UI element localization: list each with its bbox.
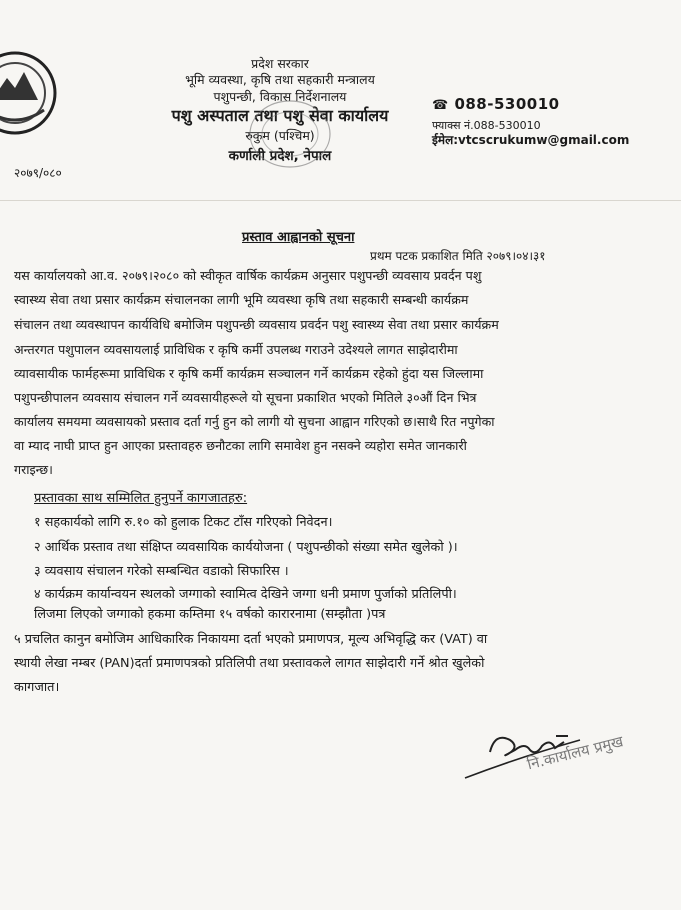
list-item: ४ कार्यक्रम कार्यान्वयन स्थलको जग्गाको स्वामित्व देखिने जग्गा धनी प्रमाण पुर्जाको प्रतिलिपी। (34, 587, 457, 602)
office-chief-stamp: नि.कार्यालय प्रमुख (525, 732, 626, 774)
office-seal-icon (245, 96, 335, 171)
fax-number: फ्याक्स नं.088-530010 (432, 119, 541, 132)
list-item: स्थायी लेखा नम्बर (PAN)दर्ता प्रमाणपत्रको प्रतिलिपी तथा प्रस्तावकले लागत साझेदारी गर्ने श्रोत खुलेको (14, 656, 485, 671)
header-divider (0, 200, 681, 201)
header-ministry: भूमि व्यवस्था, कृषि तथा सहकारी मन्त्रालय (185, 72, 375, 87)
list-item: लिजमा लिएको जग्गाको हकमा कम्तिमा १५ वर्षको कारारनामा (सम्झौता )पत्र (34, 607, 386, 622)
header-office-name: पशु अस्पताल तथा पशु सेवा कार्यालय (171, 106, 389, 125)
list-item: कागजात। (14, 680, 60, 695)
list-item: ५ प्रचलित कानुन बमोजिम आधिकारिक निकायमा दर्ता भएको प्रमाणपत्र, मूल्य अभिवृद्धि कर (VAT) वा (14, 632, 488, 647)
documents-heading: प्रस्तावका साथ सम्मिलित हुनुपर्ने कागजातहरु: (34, 491, 248, 506)
reference-number: २०७९/०८० (14, 166, 62, 180)
body-line: कार्यालय समयमा व्यवसायको प्रस्ताव दर्ता गर्नु हुन को लागी यो सुचना आह्वान गरिएको छ।साथै रित नपुगेका (14, 414, 495, 429)
body-line: स्वास्थ्य सेवा तथा प्रसार कार्यक्रम संचालनका लागी भूमि व्यवस्था कृषि तथा सहकारी सम्बन्धी कार्यक्रम (14, 292, 469, 307)
publish-date: प्रथम पटक प्रकाशित मिति २०७९।०४।३१ (370, 249, 546, 263)
body-line: संचालन तथा व्यवस्थापन कार्यविधि बमोजिम पशुपन्छी व्यवसाय प्रवर्दन पशु स्वास्थ्य सेवा तथा प्रसार कार्यक्रम (14, 317, 499, 332)
list-item: १ सहकार्यको लागि रु.१० को हुलाक टिकट टाँस गरिएको निवेदन। (34, 515, 333, 530)
phone-number: ☎ 088-530010 (432, 95, 560, 113)
body-line: अन्तरगत पशुपालन व्यवसायलाई प्राविधिक र कृषि कर्मी उपलब्ध गराउने उदेश्यले लागत साझेदारीमा (14, 342, 458, 357)
email-address: ईमेल:vtcscrukumw@gmail.com (432, 133, 630, 147)
header-government: प्रदेश सरकार (251, 56, 309, 71)
list-item: २ आर्थिक प्रस्ताव तथा संक्षिप्त व्यवसायिक कार्ययोजना ( पशुपन्छीको संख्या समेत खुलेको )। (34, 540, 458, 555)
body-line: व्यावसायीक फार्महरूमा प्राविधिक र कृषि कर्मी कार्यक्रम सञ्चालन गर्ने कार्यक्रम रहेको हुंदा यस जिल्लामा (14, 366, 484, 381)
body-line: वा म्याद नाघी प्राप्त हुन आएका प्रस्तावहरु छनौटका लागि समावेश हुन नसक्ने व्यहोरा समेत जानकारी (14, 438, 467, 453)
header-directorate: पशुपन्छी, विकास निर्देशनालय (213, 89, 347, 104)
header-district: रुकुम (पश्चिम) (245, 128, 315, 143)
body-line: यस कार्यालयको आ.व. २०७९।२०८० को स्वीकृत वार्षिक कार्यक्रम अनुसार पशुपन्छी व्यवसाय प्रवर्दन पशु (14, 268, 482, 283)
notice-title: प्रस्ताव आह्वानको सूचना (242, 230, 355, 245)
list-item: ३ व्यवसाय संचालन गरेको सम्बन्धित वडाको सिफारिस । (34, 564, 289, 579)
body-line: पशुपन्छीपालन व्यवसाय संचालन गर्ने व्यवसायीहरूले यो सूचना प्रकाशित भएको मितिले ३०औं दिन भित्र (14, 390, 477, 405)
body-line: गराइन्छ। (14, 462, 53, 477)
government-emblem-icon (0, 50, 58, 136)
phone-icon: ☎ (432, 98, 449, 113)
header-province: कर्णाली प्रदेश, नेपाल (228, 148, 332, 164)
